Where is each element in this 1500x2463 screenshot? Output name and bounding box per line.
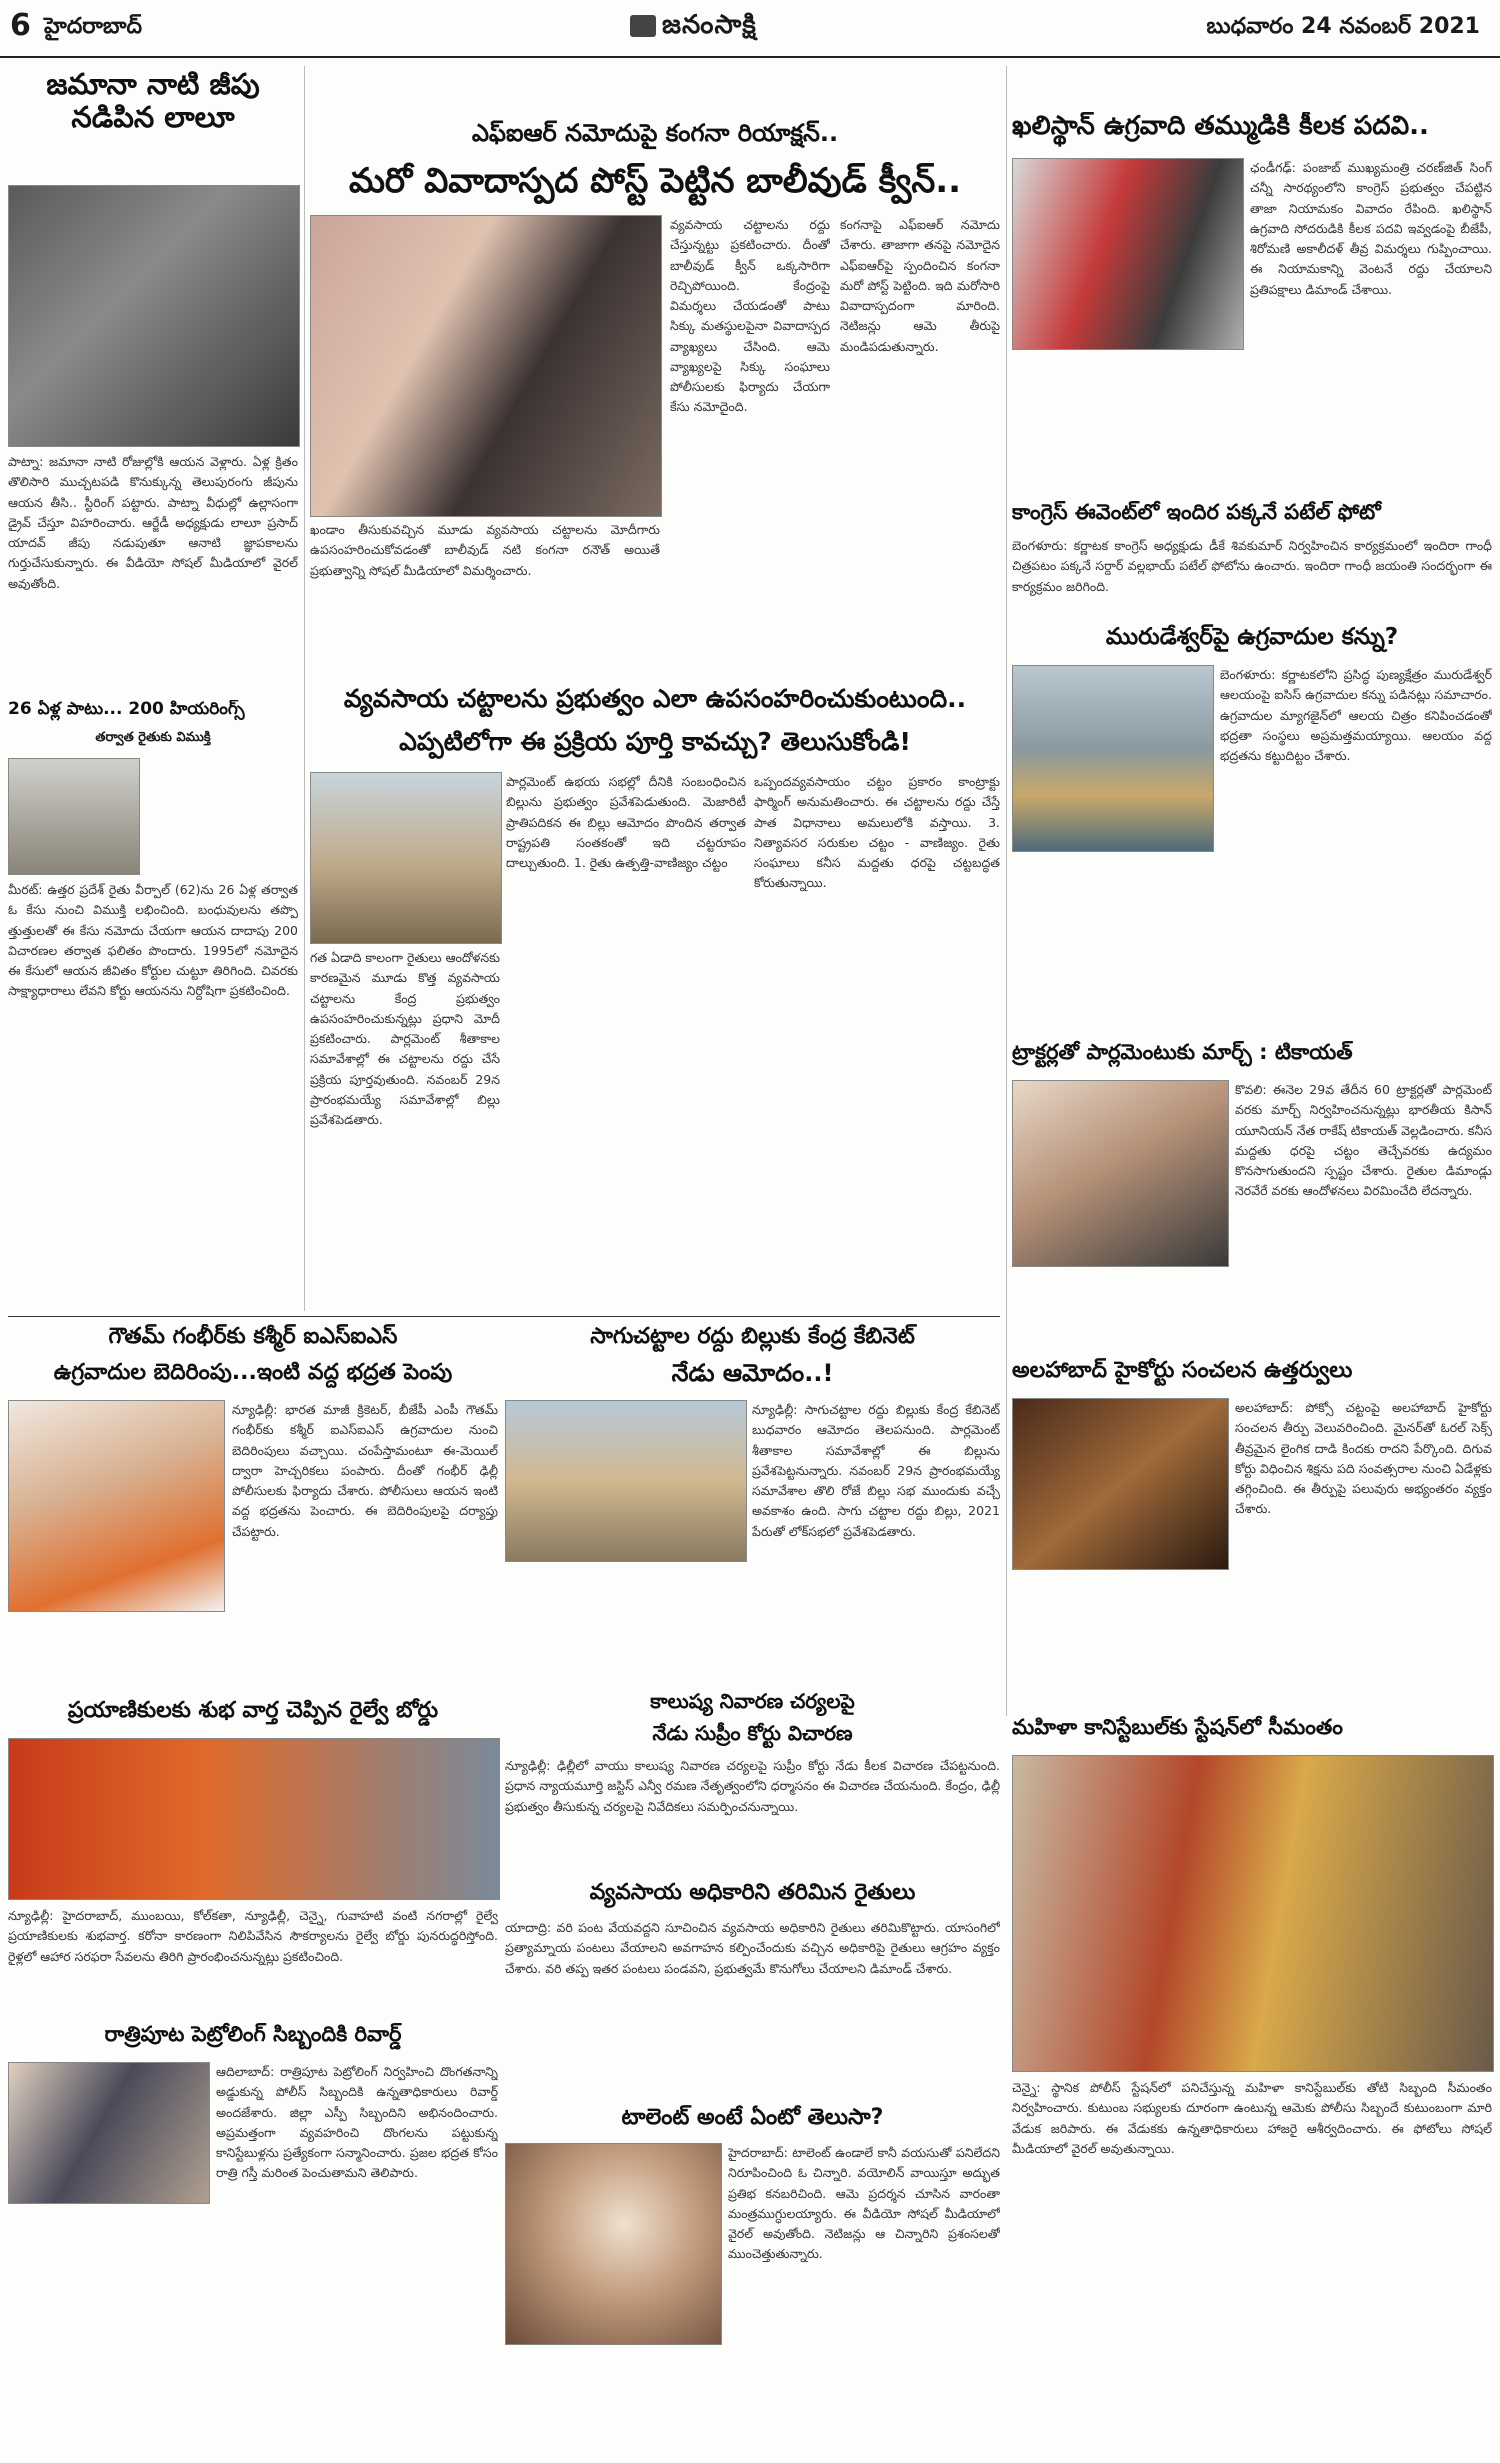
patel-body: బెంగళూరు: కర్ణాటక కాంగ్రెస్ అధ్యక్షుడు డీకే శివకుమార్ నిర్వహించిన కార్యక్రమంలో ఇందిరా గాంధీ చిత్రపటం పక్కనే సర్దార్ వల్లభాయ్ పటేల్ ఫోటోను ఉంచారు. ఇందిరా గాంధీ జయంతి సందర్భంగా ఈ కార్యక్రమం జరిగింది. (1012, 538, 1492, 594)
kangana-body-2: వ్యవసాయ చట్టాలను రద్దు చేస్తున్నట్టు ప్రకటించారు. దీంతో బాలీవుడ్ క్వీన్ ఒక్కసారిగా రెచ్చిపోయింది. కేంద్రంపై విమర్శలు చేయడంతో పాటు సిక్కు మతస్థులపైనా వివాదాస్పద వ్యాఖ్యలు చేసింది. ఆమె వ్యాఖ్యలపై సిక్కు సంఘాలు పోలీసులకు ఫిర్యాదు చేయగా కేసు నమోదైంది. (670, 217, 830, 415)
kangana-photo (310, 215, 662, 517)
railway-headline: ప్రయాణికులకు శుభ వార్త చెప్పిన రైల్వే బోర్డు (67, 1698, 439, 1723)
lalu-jeep-photo (8, 185, 300, 447)
lalu-headline: జమానా నాటి జీపు నడిపిన లాలూ (46, 68, 260, 135)
tikait-body: కొవలి: ఈనెల 29వ తేదీన 60 ట్రాక్టర్లతో పార్లమెంట్ వరకు మార్చ్ నిర్వహించనున్నట్లు భారతీయ కిసాన్ యూనియన్ నేత రాకేష్ టికాయత్ వెల్లడించారు. కనీస మద్దతు ధరపై చట్టం తెచ్చేవరకు ఉద్యమం కొనసాగుతుందని స్పష్టం చేశారు. రైతుల డిమాండ్లు నెరవేరే వరకు ఆందోళనలు విరమించేది లేదన్నారు. (1235, 1082, 1492, 1199)
kangana-body-1: ఖండాం తీసుకువచ్చిన మూడు వ్యవసాయ చట్టాలను మోదీగారు ఉపసంహరించుకోవడంతో బాలీవుడ్ నటి కంగనా రనౌత్ అయితే ప్రభుత్వాన్ని సోషల్ మీడియాలో విమర్శించారు. (310, 522, 660, 578)
railway-body: న్యూఢిల్లీ: హైదరాబాద్, ముంబయి, కోల్‌కతా, న్యూఢిల్లీ, చెన్నై, గువాహటి వంటి నగరాల్లో రైల్వే ప్రయాణికులకు శుభవార్త. కరోనా కారణంగా నిలిపివేసిన సౌకర్యాలను రైల్వే బోర్డు పునరుద్ధరిస్తోంది. రైళ్లలో ఆహార సరఫరా సేవలను తిరిగి ప్రారంభించనున్నట్లు ప్రకటించింది. (8, 1908, 498, 1964)
pollution-subhead: నేడు సుప్రీం కోర్టు విచారణ (652, 1722, 853, 1745)
murudeshwar-headline-box (1012, 624, 1492, 660)
khalistan-headline: ఖలిస్థాన్ ఉగ్రవాది తమ్ముడికి కీలక పదవి.. (1012, 112, 1429, 141)
farmer-release-subhead-box (8, 730, 298, 754)
allahabad-body: అలహాబాద్: పోక్సో చట్టంపై అలహాబాద్ హైకోర్టు సంచలన తీర్పు వెలువరించింది. మైనర్‌తో ఓరల్ సెక్స్ తీవ్రమైన లైంగిక దాడి కిందకు రాదని పేర్కొంది. దిగువ కోర్టు విధించిన శిక్షను పది సంవత్సరాల నుంచి ఏడేళ్లకు తగ్గించింది. ఈ తీర్పుపై పలువురు అభ్యంతరం వ్యక్తం చేశారు. (1235, 1400, 1492, 1517)
farmer-release-headline: 26 ఏళ్ల పాటు... 200 హియరింగ్స్ (8, 700, 245, 719)
masthead (0, 0, 1500, 58)
gambhir-headline: గౌతమ్ గంభీర్‌కు కశ్మీర్ ఐఎస్ఐఎస్ (108, 1324, 398, 1349)
constable-headline: మహిళా కానిస్టేబుల్‌కు స్టేషన్‌లో సీమంతం (1012, 1715, 1343, 1739)
pollution-headline: కాలుష్య నివారణ చర్యలపై (650, 1690, 855, 1713)
talent-body: హైదరాబాద్: టాలెంట్ ఉండాలే కానీ వయసుతో పనిలేదని నిరూపించింది ఓ చిన్నారి. వయోలిన్ వాయిస్తూ అద్భుత ప్రతిభ కనబరిచింది. ఆమె ప్రదర్శన చూసిన వారంతా మంత్రముగ్ధులయ్యారు. ఈ వీడియో సోషల్ మీడియాలో వైరల్ అవుతోంది. నెటిజన్లు ఆ చిన్నారిని ప్రశంసలతో ముంచెత్తుతున్నారు. (728, 2145, 1000, 2262)
lalu-headline-box (8, 68, 298, 178)
railway-headline-box (8, 1698, 498, 1734)
gambhir-headline-box (8, 1324, 498, 1358)
farm-laws-body-2: పార్లమెంట్ ఉభయ సభల్లో దీనికి సంబంధించిన బిల్లును ప్రభుత్వం ప్రవేశపెడుతుంది. మెజారిటీ ప్రాతిపదికన ఈ బిల్లు ఆమోదం పొందిన తర్వాత రాష్ట్రపతి సంతకంతో ఇది చట్టరూపం దాల్చుతుంది. 1. రైతు ఉత్పత్తి-వాణిజ్యం చట్టం (506, 774, 746, 870)
pollution-headline-box (505, 1690, 1000, 1720)
agri-officer-body: యాదాద్రి: వరి పంట వేయవద్దని సూచించిన వ్యవసాయ అధికారిని రైతులు తరిమికొట్టారు. యాసంగిలో ప్రత్యామ్నాయ పంటలు వేయాలని అవగాహన కల్పించేందుకు వచ్చిన అధికారిపై రైతులు ఆగ్రహం వ్యక్తం చేశారు. వరి తప్ప ఇతర పంటలు పండవని, ప్రభుత్వమే కొనుగోలు చేయాలని డిమాండ్ చేశారు. (505, 1920, 1000, 1976)
pollution-body: న్యూఢిల్లీ: ఢిల్లీలో వాయు కాలుష్య నివారణ చర్యలపై సుప్రీం కోర్టు నేడు కీలక విచారణ చేపట్టనుంది. ప్రధాన న్యాయమూర్తి జస్టిస్ ఎన్వీ రమణ నేతృత్వంలోని ధర్మాసనం ఈ విచారణ చేయనుంది. కేంద్రం, ఢిల్లీ ప్రభుత్వం తీసుకున్న చర్యలపై నివేదికలు సమర్పించనున్నాయి. (505, 1758, 1000, 1814)
train-photo (8, 1738, 500, 1900)
khalistan-headline-box (1012, 112, 1492, 152)
allahabad-headline-box (1012, 1358, 1492, 1394)
cabinet-body: న్యూఢిల్లీ: సాగుచట్టాల రద్దు బిల్లుకు కేంద్ర కేబినెట్ బుధవారం ఆమోదం తెలపనుంది. పార్లమెంట్ శీతాకాల సమావేశాల్లో ఈ బిల్లును ప్రవేశపెట్టనున్నారు. నవంబర్ 29న ప్రారంభమయ్యే సమావేశాల తొలి రోజే బిల్లు సభ ముందుకు వచ్చే అవకాశం ఉంది. సాగు చట్టాల రద్దు బిల్లు, 2021 పేరుతో లోక్‌సభలో ప్రవేశపెడతారు. (752, 1402, 1000, 1539)
edition-city: హైదరాబాద్ (44, 14, 142, 39)
violin-girl-photo (505, 2143, 722, 2345)
allahabad-headline: అలహాబాద్ హైకోర్టు సంచలన ఉత్తర్వులు (1012, 1358, 1353, 1383)
farm-laws-subhead-box (310, 728, 1000, 768)
logo-icon (630, 15, 656, 37)
agri-officer-headline: వ్యవసాయ అధికారిని తరిమిన రైతులు (589, 1880, 916, 1905)
constable-seemantham-photo (1012, 1755, 1494, 2072)
tikait-photo (1012, 1080, 1229, 1267)
cabinet-headline-box (505, 1324, 1000, 1358)
lalu-body: పాట్నా: జమానా నాటి రోజుల్లోకి ఆయన వెళ్లారు. ఏళ్ల క్రితం తొలిసారి ముచ్చటపడి కొనుక్కున్న తెలుపురంగు జీపును ఆయన తీసి.. స్టీరింగ్ పట్టారు. పాట్నా వీధుల్లో ఉల్లాసంగా డ్రైవ్ చేస్తూ విహరించారు. ఆర్జేడీ అధ్యక్షుడు లాలూ ప్రసాద్ యాదవ్ జీపు నడుపుతూ ఆనాటి జ్ఞాపకాలను గుర్తుచేసుకున్నారు. ఈ వీడియో సోషల్ మీడియాలో వైరల్ అవుతోంది. (8, 454, 298, 591)
agri-officer-headline-box (505, 1880, 1000, 1914)
parliament-photo (505, 1400, 747, 1562)
petrolling-body: ఆదిలాబాద్: రాత్రిపూట పెట్రోలింగ్ నిర్వహించి దొంగతనాన్ని అడ్డుకున్న పోలీస్ సిబ్బందికి ఉన్నతాధికారులు రివార్డ్ అందజేశారు. జిల్లా ఎస్పీ సిబ్బందిని అభినందించారు. అప్రమత్తంగా వ్యవహరించి దొంగలను పట్టుకున్న కానిస్టేబుళ్లను ప్రత్యేకంగా సన్మానించారు. ప్రజల భద్రత కోసం రాత్రి గస్తీ మరింత పెంచుతామని తెలిపారు. (216, 2064, 498, 2181)
kangana-headline: మరో వివాదాస్పద పోస్ట్ పెట్టిన బాలీవుడ్ క్వీన్.. (348, 162, 962, 201)
brand-logo: జనంసాక్షి (630, 10, 757, 46)
farm-laws-headline: వ్యవసాయ చట్టాలను ప్రభుత్వం ఎలా ఉపసంహరించుకుంటుంది.. (343, 685, 967, 713)
tikait-headline: ట్రాక్టర్లతో పార్లమెంటుకు మార్చ్ : టికాయత్ (1012, 1040, 1353, 1064)
cabinet-subhead: నేడు ఆమోదం..! (671, 1360, 834, 1387)
petrolling-headline-box (8, 2022, 498, 2058)
parliament-protest-photo (310, 772, 502, 944)
talent-headline-box (505, 2105, 1000, 2139)
issue-date: బుధవారం 24 నవంబర్ 2021 (1206, 14, 1480, 39)
farm-laws-body-1: గత ఏడాది కాలంగా రైతులు ఆందోళనకు కారణమైన మూడు కొత్త వ్యవసాయ చట్టాలను కేంద్ర ప్రభుత్వం ఉపసంహరించుకున్నట్లు ప్రధాని మోదీ ప్రకటించారు. పార్లమెంట్ శీతాకాల సమావేశాల్లో ఈ చట్టాలను రద్దు చేసే ప్రక్రియ పూర్తవుతుంది. నవంబర్ 29న ప్రారంభమయ్యే సమావేశాల్లో బిల్లు ప్రవేశపెడతారు. (310, 950, 500, 1127)
khalistan-photo (1012, 158, 1244, 350)
constable-body: చెన్నై: స్థానిక పోలీస్ స్టేషన్‌లో పనిచేస్తున్న మహిళా కానిస్టేబుల్‌కు తోటి సిబ్బంది సీమంతం నిర్వహించారు. కుటుంబ సభ్యులకు దూరంగా ఉంటున్న ఆమెకు పోలీసు సిబ్బందే కుటుంబంగా మారి వేడుక జరిపారు. ఈ వేడుకకు ఉన్నతాధికారులు హాజరై ఆశీర్వదించారు. ఈ ఫోటోలు సోషల్ మీడియాలో వైరల్ అవుతున్నాయి. (1012, 2080, 1492, 2156)
gavel-photo (1012, 1398, 1229, 1570)
murudeshwar-photo (1012, 665, 1214, 852)
police-reward-photo (8, 2062, 210, 2204)
murudeshwar-headline: మురుడేశ్వర్‌పై ఉగ్రవాదుల కన్ను? (1105, 624, 1399, 650)
farmer-release-subhead: తర్వాత రైతుకు విముక్తి (95, 730, 211, 745)
constable-headline-box (1012, 1715, 1492, 1751)
murudeshwar-body: బెంగళూరు: కర్ణాటకలోని ప్రసిద్ధ పుణ్యక్షేత్రం మురుడేశ్వర్ ఆలయంపై ఐసిస్ ఉగ్రవాదుల కన్ను పడినట్లు సమాచారం. ఉగ్రవాదుల మ్యాగజైన్‌లో ఆలయ చిత్రం కనిపించడంతో భద్రతా సంస్థలు అప్రమత్తమయ్యాయి. ఆలయం వద్ద భద్రతను కట్టుదిట్టం చేశారు. (1220, 667, 1492, 763)
talent-headline: టాలెంట్ అంటే ఏంటో తెలుసా? (621, 2105, 884, 2130)
kangana-body-3: కంగనాపై ఎఫ్ఐఆర్ నమోదు చేశారు. తాజాగా తనపై నమోదైన ఎఫ్ఐఆర్‌పై స్పందించిన కంగనా మరో పోస్ట్ పెట్టింది. ఇది మరోసారి వివాదాస్పదంగా మారింది. నెటిజన్లు ఆమె తీరుపై మండిపడుతున్నారు. (840, 217, 1000, 354)
gambhir-body: న్యూఢిల్లీ: భారత మాజీ క్రికెటర్, బీజేపీ ఎంపీ గౌతమ్ గంభీర్‌కు కశ్మీర్ ఐఎస్ఐఎస్ ఉగ్రవాదుల నుంచి బెదిరింపులు వచ్చాయి. చంపేస్తామంటూ ఈ-మెయిల్ ద్వారా హెచ్చరికలు పంపారు. దీంతో గంభీర్ ఢిల్లీ పోలీసులకు ఫిర్యాదు చేశారు. పోలీసులు ఆయన ఇంటి వద్ద భద్రతను పెంచారు. ఈ బెదిరింపులపై దర్యాప్తు చేపట్టారు. (232, 1402, 498, 1539)
gambhir-photo (8, 1400, 225, 1612)
gambhir-subhead-box (8, 1360, 498, 1396)
tikait-headline-box (1012, 1040, 1492, 1076)
farmer-portrait-photo (8, 758, 140, 875)
page-number: 6 (10, 8, 31, 43)
pollution-subhead-box (505, 1722, 1000, 1752)
petrolling-headline: రాత్రిపూట పెట్రోలింగ్ సిబ్బందికి రివార్డ్ (104, 2022, 402, 2046)
patel-headline-box (1012, 500, 1492, 534)
farmer-release-headline-box (8, 700, 298, 730)
cabinet-headline: సాగుచట్టాల రద్దు బిల్లుకు కేంద్ర కేబినెట్ (590, 1324, 915, 1349)
cabinet-subhead-box (505, 1360, 1000, 1396)
farm-laws-headline-box (310, 685, 1000, 725)
kangana-kicker-box (310, 120, 1000, 160)
gambhir-subhead: ఉగ్రవాదుల బెదిరింపు...ఇంటి వద్ద భద్రత పెంపు (53, 1360, 453, 1385)
farmer-release-body: మీరట్: ఉత్తర ప్రదేశ్ రైతు వీర్పాల్ (62)ను 26 ఏళ్ల తర్వాత ఓ కేసు నుంచి విముక్తి లభించింది. బంధువులను తప్పొ త్తుత్తులతో ఈ కేసు నమోదు చేయగా ఆయన దాదాపు 200 విచారణల తర్వాత ఫలితం పొందారు. 1995లో నమోదైన ఈ కేసులో ఆయన జీవితం కోర్టుల చుట్టూ తిరిగింది. చివరకు సాక్ష్యాధారాలు లేవని కోర్టు ఆయనను నిర్దోషిగా ప్రకటించింది. (8, 882, 298, 999)
kangana-headline-box (310, 162, 1000, 210)
khalistan-body: ఛండీగఢ్: పంజాబ్ ముఖ్యమంత్రి చరణ్‌జిత్ సింగ్ చన్నీ సారథ్యంలోని కాంగ్రెస్ ప్రభుత్వం చేపట్టిన తాజా నియామకం వివాదం రేపింది. ఖలిస్థాన్ ఉగ్రవాది సోదరుడికి కీలక పదవి ఇవ్వడంపై బీజేపీ, శిరోమణి అకాలీదళ్ తీవ్ర విమర్శలు గుప్పించాయి. ఈ నియామకాన్ని వెంటనే రద్దు చేయాలని ప్రతిపక్షాలు డిమాండ్ చేశాయి. (1250, 160, 1492, 297)
patel-headline: కాంగ్రెస్ ఈవెంట్‌లో ఇందిర పక్కనే పటేల్ ఫోటో (1012, 500, 1381, 524)
kangana-kicker: ఎఫ్ఐఆర్ నమోదుపై కంగనా రియాక్షన్.. (471, 120, 839, 147)
farm-laws-body-3: ఒప్పందవ్యవసాయం చట్టం ప్రకారం కాంట్రాక్టు ఫార్మింగ్ అనుమతించారు. ఈ చట్టాలను రద్దు చేస్తే పాత విధానాలు అమలులోకి వస్తాయి. 3. నిత్యావసర సరుకుల చట్టం - వాణిజ్యం. రైతు సంఘాలు కనీస మద్దతు ధరపై చట్టబద్ధత కోరుతున్నాయి. (754, 774, 1000, 891)
farm-laws-subhead: ఎప్పటిలోగా ఈ ప్రక్రియ పూర్తి కావచ్చు? తెలుసుకోండి! (399, 728, 911, 756)
